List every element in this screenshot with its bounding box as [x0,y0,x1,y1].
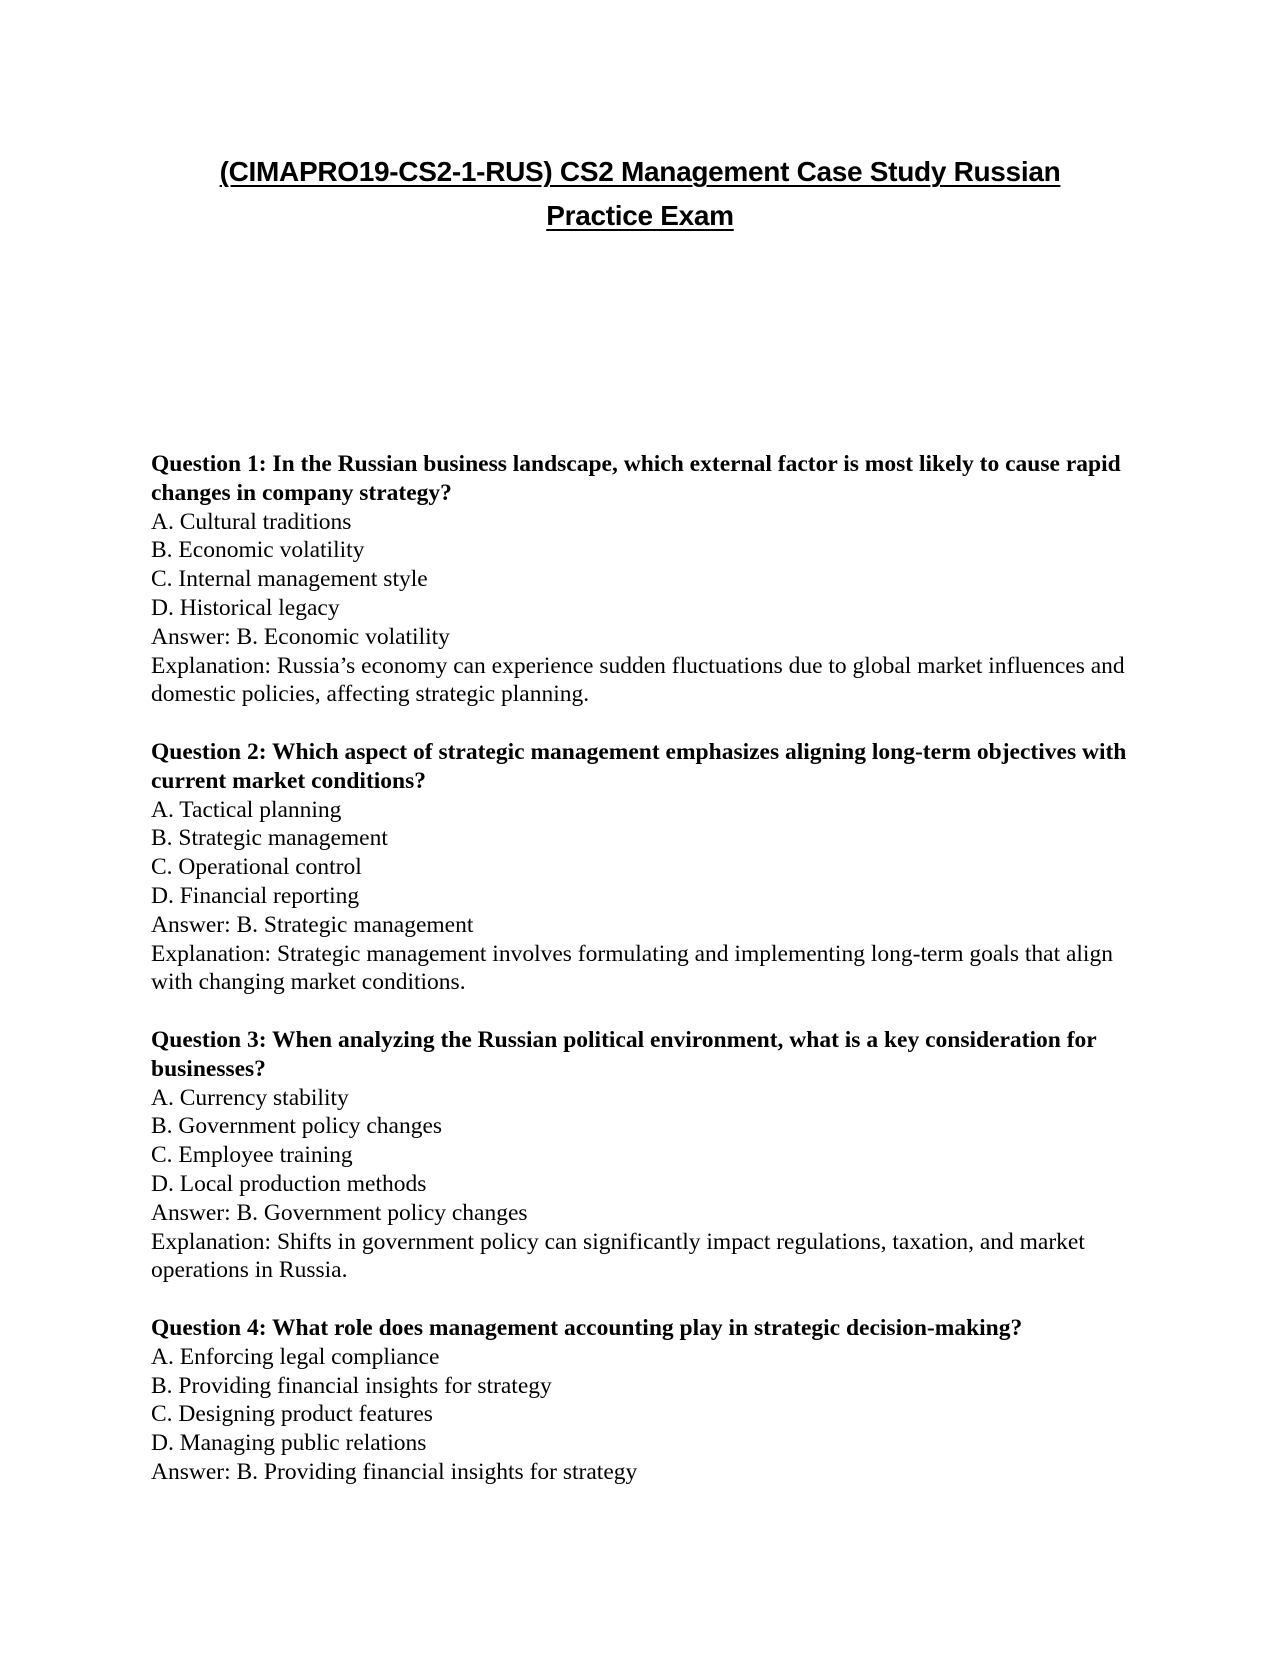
title-line-2: Practice Exam [546,200,734,231]
option-d: D. Local production methods [151,1170,427,1197]
option-c: C. Employee training [151,1142,353,1169]
title-line-1: (CIMAPRO19-CS2-1-RUS) CS2 Management Case Study Russian [219,156,1061,187]
option-d: D. Historical legacy [151,594,340,621]
answer-text: Answer: B. Economic volatility [151,623,450,650]
question-text: Question 1: In the Russian business landscape, which external factor is most likely to cause rapid changes in company strategy? [151,451,1121,506]
explanation-text: Explanation: Strategic management involves formulating and implementing long-term goals that align with changing market conditions. [151,940,1113,996]
question-text: Question 3: When analyzing the Russian political environment, what is a key consideration for businesses? [151,1026,1097,1082]
option-b: B. Providing financial insights for strategy [151,1372,552,1399]
option-b: B. Government policy changes [151,1113,443,1140]
question-block-3 [151,1026,1131,1285]
option-b: B. Strategic management [151,825,388,852]
document-title [150,150,1130,238]
answer-text: Answer: B. Providing financial insights for strategy [151,1458,638,1485]
question-list [151,450,1131,1515]
question-text: Question 2: Which aspect of strategic management emphasizes aligning long-term objectives with current market conditions? [151,738,1127,794]
question-block-2 [151,738,1131,997]
option-c: C. Internal management style [151,566,428,593]
option-b: B. Economic volatility [151,537,365,564]
question-block-4 [151,1314,1131,1487]
explanation-text: Explanation: Shifts in government policy can significantly impact regulations, taxation, and market operations in Russia. [151,1228,1085,1284]
explanation-text: Explanation: Russia’s economy can experience sudden fluctuations due to global market influences and domestic policies, affecting strategic planning. [151,652,1125,708]
answer-text: Answer: B. Strategic management [151,911,474,938]
answer-text: Answer: B. Government policy changes [151,1199,528,1226]
option-d: D. Financial reporting [151,882,360,909]
question-text: Question 4: What role does management accounting play in strategic decision-making? [151,1314,1023,1341]
option-a: A. Enforcing legal compliance [151,1343,440,1370]
option-a: A. Cultural traditions [151,508,352,535]
option-c: C. Operational control [151,854,362,881]
option-c: C. Designing product features [151,1401,433,1428]
option-a: A. Tactical planning [151,796,342,823]
option-a: A. Currency stability [151,1084,349,1111]
question-block-1 [151,450,1131,709]
option-d: D. Managing public relations [151,1430,427,1457]
